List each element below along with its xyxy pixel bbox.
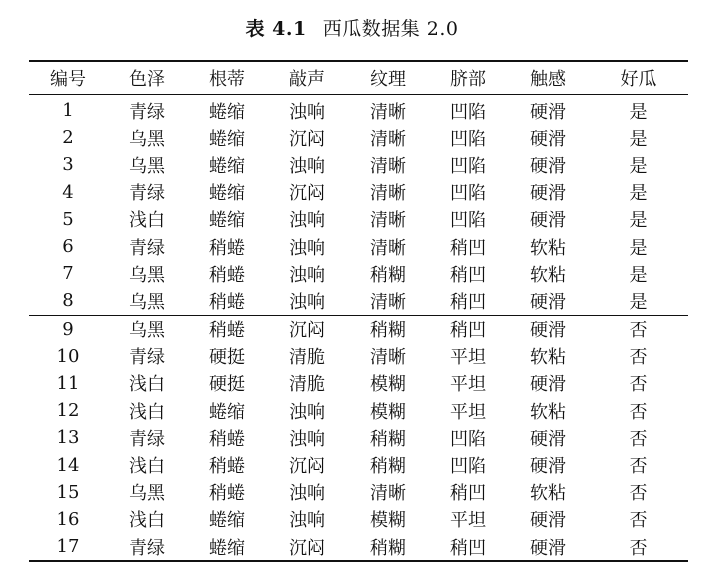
cell-id: 5 xyxy=(62,208,74,230)
cell-navel: 凹陷 xyxy=(450,101,486,123)
cell-root: 稍蜷 xyxy=(209,264,245,286)
cell-navel: 凹陷 xyxy=(450,183,486,205)
cell-id: 12 xyxy=(56,400,80,422)
cell-sound: 沉闷 xyxy=(289,128,325,150)
cell-good-melon: 否 xyxy=(629,428,648,450)
cell-texture: 模糊 xyxy=(370,510,406,532)
cell-id: 6 xyxy=(62,236,74,258)
cell-texture: 稍糊 xyxy=(370,456,406,478)
cell-touch: 软粘 xyxy=(530,264,566,286)
cell-sound: 浊响 xyxy=(289,101,325,123)
cell-color: 乌黑 xyxy=(129,483,165,505)
cell-root: 硬挺 xyxy=(209,374,245,396)
cell-root: 蜷缩 xyxy=(209,101,245,123)
cell-root: 蜷缩 xyxy=(209,401,245,423)
cell-color: 浅白 xyxy=(129,374,165,396)
cell-root: 蜷缩 xyxy=(209,510,245,532)
table-row xyxy=(29,287,688,315)
cell-id: 1 xyxy=(62,100,74,122)
cell-id: 15 xyxy=(56,481,80,503)
cell-touch: 硬滑 xyxy=(530,374,566,396)
cell-id: 13 xyxy=(56,427,80,449)
cell-id: 2 xyxy=(62,127,74,149)
cell-sound: 浊响 xyxy=(289,210,325,232)
cell-sound: 沉闷 xyxy=(267,315,347,343)
cell-sound: 浊响 xyxy=(289,510,325,532)
cell-good-melon: 否 xyxy=(629,510,648,532)
cell-touch: 硬滑 xyxy=(530,510,566,532)
cell-id: 4 xyxy=(62,181,74,203)
cell-good-melon: 是 xyxy=(629,183,648,205)
cell-good-melon: 是 xyxy=(629,264,648,286)
cell-sound: 清脆 xyxy=(289,374,325,396)
cell-touch: 硬滑 xyxy=(530,210,566,232)
cell-sound: 沉闷 xyxy=(289,183,325,205)
cell-texture: 清晰 xyxy=(370,183,406,205)
cell-navel: 凹陷 xyxy=(450,428,486,450)
table-header-row xyxy=(29,61,688,95)
cell-sound: 沉闷 xyxy=(289,456,325,478)
cell-navel: 平坦 xyxy=(450,374,486,396)
cell-good-melon: 否 xyxy=(589,533,688,561)
cell-texture: 清晰 xyxy=(370,483,406,505)
cell-navel: 稍凹 xyxy=(450,483,486,505)
cell-navel: 稍凹 xyxy=(450,264,486,286)
column-header-root: 根蒂 xyxy=(187,61,267,95)
cell-good-melon: 否 xyxy=(629,347,648,369)
cell-good-melon: 否 xyxy=(629,401,648,423)
cell-color: 青绿 xyxy=(129,428,165,450)
cell-navel: 稍凹 xyxy=(429,533,507,561)
table-row xyxy=(29,533,688,561)
table-caption xyxy=(0,14,704,41)
cell-color: 青绿 xyxy=(129,347,165,369)
cell-texture: 清晰 xyxy=(370,210,406,232)
cell-touch: 软粘 xyxy=(530,347,566,369)
cell-touch: 硬滑 xyxy=(530,456,566,478)
cell-touch: 硬滑 xyxy=(530,101,566,123)
cell-sound: 浊响 xyxy=(289,264,325,286)
cell-touch: 硬滑 xyxy=(507,315,589,343)
cell-texture: 清晰 xyxy=(370,128,406,150)
cell-color: 浅白 xyxy=(129,456,165,478)
cell-id: 10 xyxy=(56,345,80,367)
cell-touch: 硬滑 xyxy=(530,183,566,205)
cell-sound: 浊响 xyxy=(289,483,325,505)
cell-id: 16 xyxy=(56,508,80,530)
cell-touch: 硬滑 xyxy=(530,155,566,177)
cell-color: 青绿 xyxy=(129,101,165,123)
cell-sound: 沉闷 xyxy=(267,533,347,561)
cell-texture: 清晰 xyxy=(370,155,406,177)
cell-touch: 软粘 xyxy=(530,401,566,423)
column-header-texture: 纹理 xyxy=(347,61,429,95)
table-title: 西瓜数据集 2.0 xyxy=(322,18,459,40)
column-header-touch: 触感 xyxy=(507,61,589,95)
column-header-id: 编号 xyxy=(29,61,107,95)
table-row xyxy=(29,506,688,533)
cell-sound: 浊响 xyxy=(289,237,325,259)
cell-good-melon: 否 xyxy=(629,456,648,478)
cell-id: 11 xyxy=(56,372,80,394)
cell-good-melon: 否 xyxy=(629,483,648,505)
table-body xyxy=(29,95,688,562)
cell-navel: 凹陷 xyxy=(450,155,486,177)
cell-texture: 清晰 xyxy=(370,237,406,259)
cell-navel: 稍凹 xyxy=(429,315,507,343)
cell-color: 浅白 xyxy=(129,210,165,232)
column-header-navel: 脐部 xyxy=(429,61,507,95)
cell-root: 稍蜷 xyxy=(209,237,245,259)
table-row xyxy=(29,95,688,125)
cell-touch: 硬滑 xyxy=(530,428,566,450)
cell-root: 蜷缩 xyxy=(187,533,267,561)
cell-id: 8 xyxy=(62,290,74,312)
cell-good-melon: 是 xyxy=(629,291,648,313)
cell-sound: 浊响 xyxy=(289,291,325,313)
cell-texture: 模糊 xyxy=(370,401,406,423)
cell-good-melon: 是 xyxy=(629,237,648,259)
cell-navel: 凹陷 xyxy=(450,128,486,150)
cell-color: 乌黑 xyxy=(129,291,165,313)
cell-sound: 清脆 xyxy=(289,347,325,369)
cell-id: 9 xyxy=(29,315,107,343)
cell-good-melon: 否 xyxy=(589,315,688,343)
cell-color: 乌黑 xyxy=(129,155,165,177)
cell-root: 稍蜷 xyxy=(209,428,245,450)
cell-navel: 凹陷 xyxy=(450,210,486,232)
table-row xyxy=(29,260,688,287)
cell-touch: 软粘 xyxy=(530,237,566,259)
cell-sound: 浊响 xyxy=(289,428,325,450)
cell-root: 硬挺 xyxy=(209,347,245,369)
cell-sound: 浊响 xyxy=(289,401,325,423)
cell-navel: 平坦 xyxy=(450,401,486,423)
cell-color: 青绿 xyxy=(129,237,165,259)
cell-touch: 硬滑 xyxy=(530,128,566,150)
table-row xyxy=(29,451,688,478)
cell-texture: 稍糊 xyxy=(347,533,429,561)
cell-root: 稍蜷 xyxy=(187,315,267,343)
table-row xyxy=(29,370,688,397)
table-row xyxy=(29,233,688,260)
cell-sound: 浊响 xyxy=(289,155,325,177)
column-header-good-melon: 好瓜 xyxy=(589,61,688,95)
cell-root: 蜷缩 xyxy=(209,183,245,205)
cell-texture: 模糊 xyxy=(370,374,406,396)
cell-texture: 清晰 xyxy=(370,291,406,313)
table-row xyxy=(29,315,688,343)
column-header-color: 色泽 xyxy=(107,61,187,95)
table-number: 表 4.1 xyxy=(245,18,307,40)
table-row xyxy=(29,179,688,206)
cell-id: 14 xyxy=(56,454,80,476)
cell-root: 稍蜷 xyxy=(209,291,245,313)
cell-good-melon: 是 xyxy=(629,210,648,232)
cell-root: 蜷缩 xyxy=(209,155,245,177)
cell-texture: 稍糊 xyxy=(370,428,406,450)
cell-texture: 清晰 xyxy=(370,347,406,369)
cell-color: 乌黑 xyxy=(129,264,165,286)
table-row xyxy=(29,343,688,370)
table-row xyxy=(29,397,688,424)
cell-root: 蜷缩 xyxy=(209,128,245,150)
cell-good-melon: 否 xyxy=(629,374,648,396)
cell-navel: 平坦 xyxy=(450,510,486,532)
cell-touch: 软粘 xyxy=(530,483,566,505)
cell-touch: 硬滑 xyxy=(507,533,589,561)
column-header-sound: 敲声 xyxy=(267,61,347,95)
cell-touch: 硬滑 xyxy=(530,291,566,313)
watermelon-dataset-table xyxy=(29,60,688,562)
table-row xyxy=(29,151,688,178)
cell-good-melon: 是 xyxy=(629,155,648,177)
table-row xyxy=(29,124,688,151)
cell-texture: 清晰 xyxy=(370,101,406,123)
cell-good-melon: 是 xyxy=(629,128,648,150)
cell-texture: 稍糊 xyxy=(347,315,429,343)
cell-good-melon: 是 xyxy=(629,101,648,123)
cell-root: 稍蜷 xyxy=(209,483,245,505)
cell-navel: 稍凹 xyxy=(450,237,486,259)
cell-navel: 平坦 xyxy=(450,347,486,369)
cell-id: 3 xyxy=(62,154,74,176)
cell-color: 青绿 xyxy=(129,183,165,205)
cell-color: 浅白 xyxy=(129,510,165,532)
cell-color: 乌黑 xyxy=(129,128,165,150)
cell-color: 浅白 xyxy=(129,401,165,423)
watermelon-dataset-table-container xyxy=(29,60,688,562)
cell-texture: 稍糊 xyxy=(370,264,406,286)
cell-root: 稍蜷 xyxy=(209,456,245,478)
cell-navel: 稍凹 xyxy=(450,291,486,313)
table-row xyxy=(29,424,688,451)
cell-id: 7 xyxy=(62,263,74,285)
cell-color: 乌黑 xyxy=(107,315,187,343)
table-row xyxy=(29,479,688,506)
cell-navel: 凹陷 xyxy=(450,456,486,478)
cell-id: 17 xyxy=(29,533,107,561)
cell-root: 蜷缩 xyxy=(209,210,245,232)
cell-color: 青绿 xyxy=(107,533,187,561)
table-row xyxy=(29,206,688,233)
